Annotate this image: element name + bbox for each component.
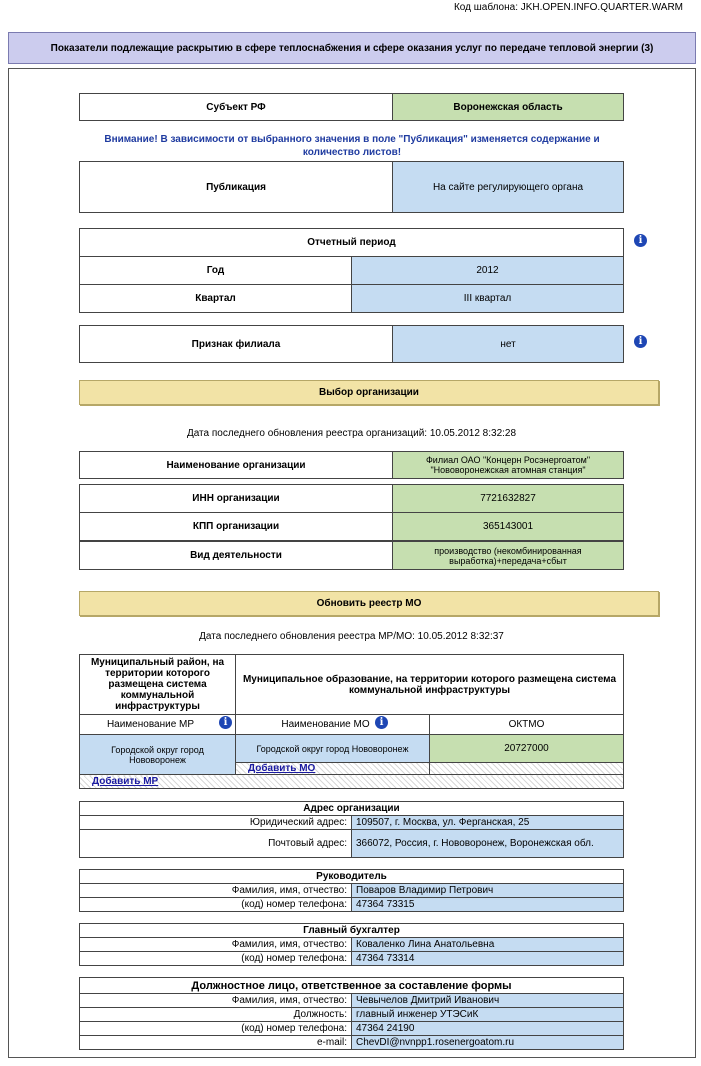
responsible-email-value[interactable]: ChevDI@nvnpp1.rosenergoatom.ru [352, 1036, 624, 1050]
branch-select[interactable]: нет [393, 326, 624, 363]
org-name-table [79, 451, 624, 479]
mr-value[interactable]: Городской округ город Нововоронеж [80, 735, 236, 775]
accountant-phone-label: (код) номер телефона: [80, 952, 352, 966]
mr-header: Муниципальный район, на территории которого размещена система коммунальной инфраструктуры [80, 655, 236, 715]
add-mr-link[interactable]: Добавить МР [92, 776, 159, 787]
org-codes-table [79, 484, 624, 541]
accountant-name-label: Фамилия, имя, отчество: [80, 938, 352, 952]
accountant-title: Главный бухгалтер [80, 924, 624, 938]
kpp-label: КПП организации [80, 513, 393, 541]
info-icon[interactable]: i [634, 234, 647, 247]
quarter-select[interactable]: III квартал [352, 285, 624, 313]
info-icon[interactable]: i [634, 335, 647, 348]
head-phone-label: (код) номер телефона: [80, 898, 352, 912]
refresh-mo-button[interactable]: Обновить реестр МО [79, 591, 659, 616]
publication-select[interactable]: На сайте регулирующего органа [393, 162, 624, 213]
legal-address-value[interactable]: 109507, г. Москва, ул. Ферганская, 25 [352, 816, 624, 830]
accountant-name-value[interactable]: Коваленко Лина Анатольевна [352, 938, 624, 952]
page-title: Показатели подлежащие раскрытию в сфере теплоснабжения и сфере оказания услуг по передаче тепловой энергии (3) [8, 32, 696, 64]
col-mr-header: Наименование МР [80, 715, 236, 735]
inn-label: ИНН организации [80, 485, 393, 513]
org-name-value[interactable]: Филиал ОАО "Концерн Росэнергоатом" "Нововоронежская атомная станция" [393, 452, 624, 479]
responsible-position-value[interactable]: главный инженер УТЭСиК [352, 1008, 624, 1022]
branch-label: Признак филиала [80, 326, 393, 363]
col-mo-header: Наименование МО [236, 715, 430, 735]
responsible-title: Должностное лицо, ответственное за составление формы [80, 978, 624, 994]
select-organization-button[interactable]: Выбор организации [79, 380, 659, 405]
responsible-phone-value[interactable]: 47364 24190 [352, 1022, 624, 1036]
year-label: Год [80, 257, 352, 285]
subject-label: Субъект РФ [80, 94, 393, 121]
period-table [79, 228, 624, 313]
responsible-position-label: Должность: [80, 1008, 352, 1022]
kpp-value: 365143001 [393, 513, 624, 541]
col-oktmo-header: ОКТМО [430, 715, 624, 735]
address-title: Адрес организации [80, 802, 624, 816]
responsible-name-value[interactable]: Чевычелов Дмитрий Иванович [352, 994, 624, 1008]
responsible-name-label: Фамилия, имя, отчество: [80, 994, 352, 1008]
activity-value[interactable]: производство (некомбинированная выработка)+передача+сбыт [393, 542, 624, 570]
postal-address-value[interactable]: 366072, Россия, г. Нововоронеж, Воронежская обл. [352, 830, 624, 858]
org-name-label: Наименование организации [80, 452, 393, 479]
mo-value[interactable]: Городской округ город Нововоронеж [236, 735, 430, 763]
subject-value[interactable]: Воронежская область [393, 94, 624, 121]
accountant-table [79, 923, 624, 966]
head-title: Руководитель [80, 870, 624, 884]
org-registry-date: Дата последнего обновления реестра организаций: 10.05.2012 8:32:28 [186, 428, 517, 439]
address-table [79, 801, 624, 858]
head-phone-value[interactable]: 47364 73315 [352, 898, 624, 912]
head-table [79, 869, 624, 912]
info-icon[interactable]: i [219, 716, 232, 729]
mo-registry-date: Дата последнего обновления реестра МР/МО: 10.05.2012 8:32:37 [199, 631, 504, 642]
responsible-table [79, 977, 624, 1050]
activity-label: Вид деятельности [80, 542, 393, 570]
responsible-email-label: e-mail: [80, 1036, 352, 1050]
head-name-label: Фамилия, имя, отчество: [80, 884, 352, 898]
mo-table [79, 654, 624, 789]
publication-table [79, 161, 624, 213]
quarter-label: Квартал [80, 285, 352, 313]
legal-address-label: Юридический адрес: [80, 816, 352, 830]
activity-table [79, 541, 624, 570]
head-name-value[interactable]: Поваров Владимир Петрович [352, 884, 624, 898]
inn-value: 7721632827 [393, 485, 624, 513]
warning-text: Внимание! В зависимости от выбранного значения в поле "Публикация" изменяется содержание и количество листов! [104, 134, 600, 158]
responsible-phone-label: (код) номер телефона: [80, 1022, 352, 1036]
period-title: Отчетный период [80, 229, 624, 257]
accountant-phone-value[interactable]: 47364 73314 [352, 952, 624, 966]
mo-header: Муниципальное образование, на территории которого размещена система коммунальной инфраструктуры [236, 655, 624, 715]
template-code: Код шаблона: JKH.OPEN.INFO.QUARTER.WARM [453, 2, 683, 13]
info-icon[interactable]: i [375, 716, 388, 729]
add-mo-link[interactable]: Добавить МО [248, 763, 316, 774]
subject-table [79, 93, 624, 121]
branch-table [79, 325, 624, 363]
oktmo-value: 20727000 [430, 735, 624, 763]
publication-label: Публикация [80, 162, 393, 213]
postal-address-label: Почтовый адрес: [80, 830, 352, 858]
hatch-cell [430, 763, 624, 775]
year-select[interactable]: 2012 [352, 257, 624, 285]
